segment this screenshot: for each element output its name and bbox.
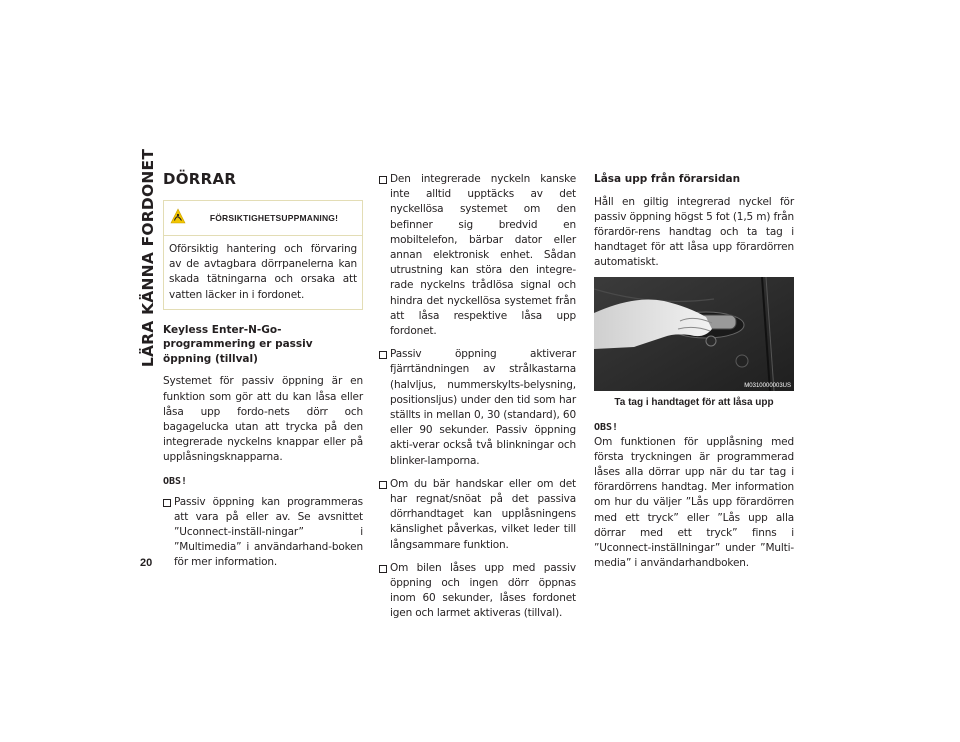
list-item-text: Om du bär handskar eller om det har regnat/snöat på det passiva dörrhandtaget kan upplåsningens känslighet påverkas, vilket leder till långsammare funktion. — [390, 477, 576, 551]
keyless-title: Keyless Enter-N-Go-programmering er passiv öppning (tillval) — [163, 323, 313, 365]
obs-list — [163, 495, 363, 571]
checkbox-bullet-icon — [379, 481, 387, 489]
column-3 — [594, 172, 794, 571]
unlock-text: Håll en giltig integrerad nyckel för passiv öppning högst 5 fot (1,5 m) från förardör-rens handtag och ta tag i handtaget för att låsa upp förardörren automatiskt. — [594, 195, 794, 269]
side-chapter-title — [138, 148, 158, 367]
bullet-list — [379, 172, 576, 622]
obs-label: OBS! — [594, 421, 619, 433]
list-item-text: Passiv öppning kan programmeras att vara på eller av. Se avsnittet ”Uconnect-inställ-ningar” i ”Multimedia” i användarhand-boken för mer information. — [174, 495, 363, 569]
checkbox-bullet-icon — [163, 499, 171, 507]
list-item — [379, 477, 576, 553]
checkbox-bullet-icon — [379, 565, 387, 573]
door-handle-photo — [594, 277, 794, 391]
section-title: DÖRRAR — [163, 170, 237, 188]
list-item-text: Om bilen låses upp med passiv öppning och ingen dörr öppnas inom 60 sekunder, låses fordonet igen och larmet aktiveras (tillval). — [390, 561, 576, 620]
warning-title: FÖRSIKTIGHETSUPPMANING! — [209, 213, 339, 223]
column-2 — [379, 172, 576, 630]
column-1 — [163, 165, 363, 579]
list-item — [379, 347, 576, 469]
caution-icon — [170, 208, 186, 224]
page-number: 20 — [140, 557, 153, 569]
keyless-intro: Systemet för passiv öppning är en funktion som gör att du kan låsa eller låsa upp fordo-nets dörr och bagagelucka utan att trycka på den integrerade nyckelns knappar eller på upplåsningsknapparna. — [163, 375, 363, 464]
image-caption: Ta tag i handtaget för att låsa upp — [614, 396, 774, 408]
unlock-obs-text: Om funktionen för upplåsning med första tryckningen är programmerad låses alla dörrar upp när du tar tag i förardörrens handtag. Mer information om hur du väljer ”Lås upp förardörren med ett tryck” eller ”Lås upp alla dörrar med ett tryck” finns i ”Uconnect-inställningar” under ”Multi-media” i användarhandboken. — [594, 435, 794, 570]
warning-text: Oförsiktig hantering och förvaring av de avtagbara dörrpanelerna kan skada tätningarna och orsaka att vatten läcker in i fordonet. — [169, 243, 357, 301]
checkbox-bullet-icon — [379, 351, 387, 359]
side-chapter-title-text: LÄRA KÄNNA FORDONET — [139, 148, 158, 367]
checkbox-bullet-icon — [379, 176, 387, 184]
list-item — [163, 495, 363, 571]
list-item — [379, 561, 576, 622]
warning-header — [164, 201, 362, 236]
list-item-text: Den integrerade nyckeln kanske inte alltid upptäcks av det nyckellösa systemet om den befinner sig bredvid en mobiltelefon, bärbar dator eller annan elektronisk enhet. Sådan utrustning kan störa den integre-rade nyckelns trådlösa signal och hindra det nyckellösa systemet från att låsa respektive låsa upp fordonet. — [390, 173, 576, 338]
list-item — [379, 172, 576, 339]
image-code: M0310000003US — [744, 382, 791, 389]
obs-label: OBS! — [163, 475, 188, 487]
unlock-title: Låsa upp från förarsidan — [594, 173, 741, 185]
hand-on-handle-illustration — [594, 277, 794, 391]
list-item-text: Passiv öppning aktiverar fjärrtändningen av strålkastarna (halvljus, nummerskylts-belysning, positionsljus) under den tid som har ställts in mellan 0, 30 (standard), 60 eller 90 sekunder. Passiv öppning akti-verar också två blinkningar och blinker-lamporna. — [390, 348, 576, 467]
warning-box — [163, 200, 363, 310]
